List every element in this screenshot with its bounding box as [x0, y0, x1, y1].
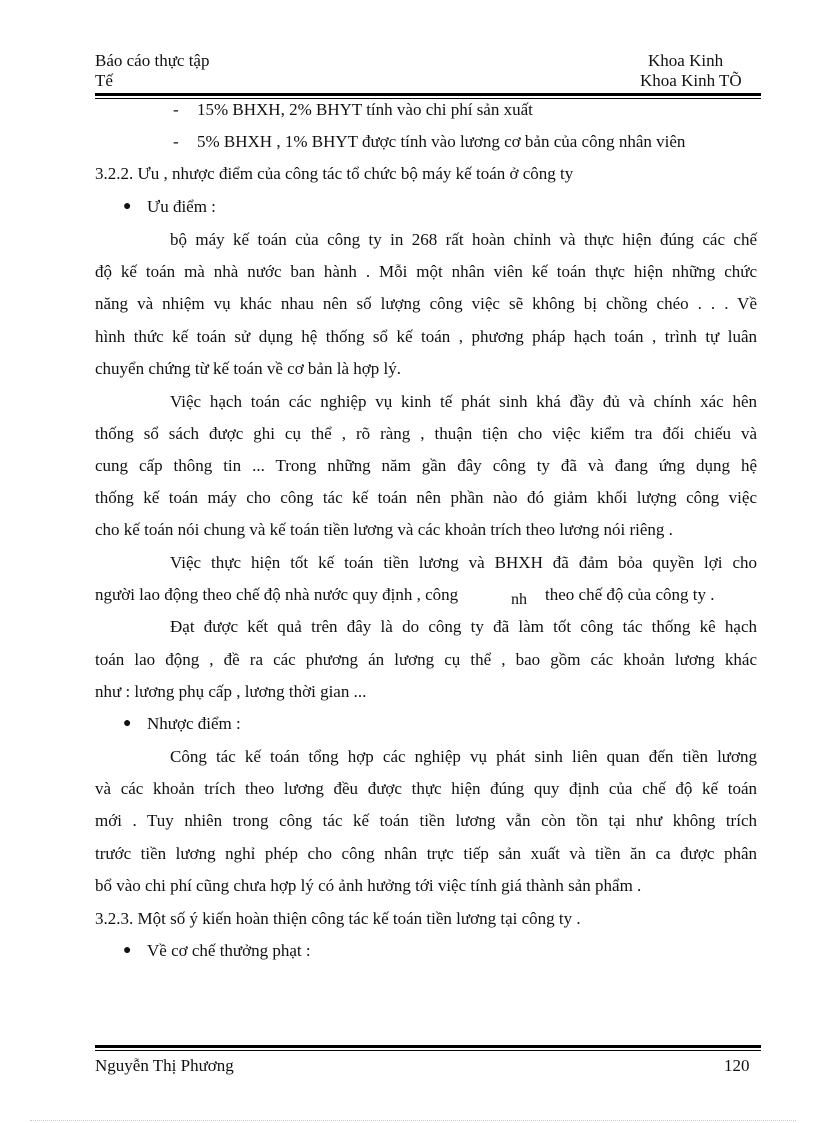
paragraph-line: độ kế toán mà nhà nước ban hành . Mỗi một nhân viên kế toán thực hiện những chức — [95, 262, 757, 281]
bullet-icon: ● — [123, 943, 132, 958]
advantages-heading: Ưu điểm : — [147, 197, 216, 216]
paragraph-line: toán lao động , đề ra các phương án lương cụ thể , bao gồm các khoản lương khác — [95, 650, 757, 669]
page-number: 120 — [724, 1056, 750, 1075]
header-rule-thin — [95, 98, 761, 99]
header-faculty: Khoa Kinh — [648, 51, 724, 70]
section-heading-322: 3.2.2. Ưu , nhược điểm của công tác tổ chức bộ máy kế toán ở công ty — [95, 164, 574, 183]
paragraph-line: năng và nhiệm vụ khác nhau nên số lượng công việc sẽ không bị chồng chéo . . . Về — [95, 294, 757, 313]
paragraph-line: Việc thực hiện tốt kế toán tiền lương và BHXH đã đảm bỏa quyền lợi cho — [170, 553, 757, 572]
dash-item-1: 15% BHXH, 2% BHYT tính vào chi phí sản xuất — [197, 100, 533, 119]
paragraph-line: Việc hạch toán các nghiệp vụ kinh tế phát sinh khá đầy đủ và chính xác hên — [170, 392, 757, 411]
bullet-icon: ● — [123, 716, 132, 731]
paragraph-line: như : lương phụ cấp , lương thời gian ... — [95, 682, 367, 701]
paragraph-line: người lao động theo chế độ nhà nước quy định , công — [95, 585, 459, 604]
header-rule-thick — [95, 93, 761, 96]
footer-author: Nguyễn Thị Phương — [95, 1056, 234, 1075]
paragraph-line: cung cấp thông tin ... Trong những năm gần đây công ty đã và đang ứng dụng hệ — [95, 456, 757, 475]
paragraph-line: hình thức kế toán sử dụng hệ thống sổ kế toán , phương pháp hạch toán , trình tự luân — [95, 327, 757, 346]
paragraph-line-end: theo chế độ của công ty . — [545, 585, 715, 604]
paragraph-line: chuyển chứng từ kế toán về cơ bản là hợp lý. — [95, 359, 401, 378]
footer-rule-thick — [95, 1045, 761, 1048]
header-report-title-cont: Tế — [95, 71, 113, 90]
paragraph-line: cho kế toán nói chung và kế toán tiền lương và các khoản trích theo lương nói riêng . — [95, 520, 673, 539]
paragraph-fragment: nh — [511, 591, 527, 608]
disadvantages-heading: Nhược điểm : — [147, 714, 241, 733]
dash-marker: - — [173, 132, 179, 151]
paragraph-line: thống sổ sách được ghi cụ thể , rõ ràng , thuận tiện cho việc kiểm tra đối chiếu và — [95, 424, 757, 443]
bullet-icon: ● — [123, 199, 132, 214]
paragraph-line: bổ vào chi phí cũng chưa hợp lý có ảnh hưởng tới việc tính giá thành sản phẩm . — [95, 876, 642, 895]
dash-marker: - — [173, 100, 179, 119]
paragraph-line: Công tác kế toán tổng hợp các nghiệp vụ phát sinh liên quan đến tiền lương — [170, 747, 757, 766]
section-heading-323: 3.2.3. Một số ý kiến hoàn thiện công tác kế toán tiền lương tại công ty . — [95, 909, 581, 928]
paragraph-line: Đạt được kết quả trên đây là do công ty đã làm tốt công tác thống kê hạch — [170, 617, 757, 636]
page-edge-divider — [30, 1120, 796, 1121]
dash-item-2: 5% BHXH , 1% BHYT được tính vào lương cơ bản của công nhân viên — [197, 132, 686, 151]
footer-rule-thin — [95, 1050, 761, 1051]
reward-penalty-heading: Về cơ chế thưởng phạt : — [147, 941, 311, 960]
paragraph-line: trước tiền lương nghỉ phép cho công nhân trực tiếp sản xuất và tiền ăn ca được phân — [95, 844, 757, 863]
header-report-title: Báo cáo thực tập — [95, 51, 210, 70]
paragraph-line: mới . Tuy nhiên trong công tác kế toán tiền lương vẫn còn tồn tại như không trích — [95, 811, 757, 830]
paragraph-line: bộ máy kế toán của công ty in 268 rất hoàn chỉnh và thực hiện đúng các chế — [170, 230, 757, 249]
paragraph-line: thống kế toán máy cho công tác kế toán nên phần nào đó giảm khối lượng công việc — [95, 488, 757, 507]
header-faculty-cont: Khoa Kinh TÕ — [640, 71, 742, 90]
paragraph-line: và các khoản trích theo lương đều được thực hiện đúng quy định của chế độ kế toán — [95, 779, 757, 798]
